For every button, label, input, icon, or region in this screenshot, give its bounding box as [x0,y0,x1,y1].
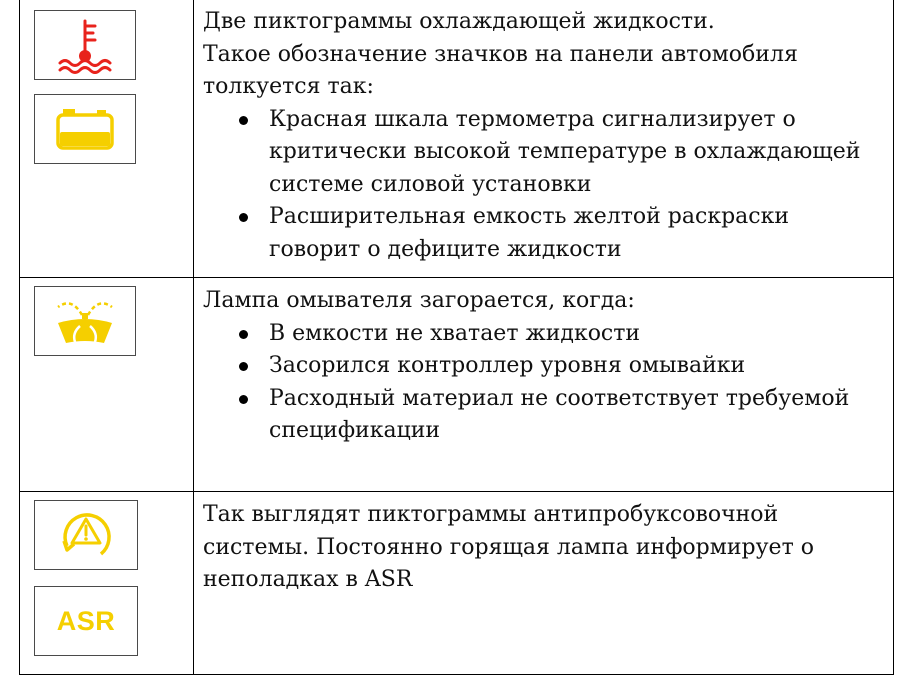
bullet-list [203,104,883,267]
bullet-item: Красная шкала термометра сигнализирует о критически высокой температуре в охлаждающей системе силовой установки [235,104,883,202]
asr-icon: ASR [56,605,116,636]
icon-cell [20,278,194,492]
description-cell [194,492,894,675]
coolant-reservoir-icon [53,106,117,152]
table-row [20,492,894,675]
coolant-temperature-icon [55,16,115,74]
table-row [20,0,894,278]
bullet-item: Расходный материал не соответствует требуемой спецификации [235,383,883,448]
washer-fluid-icon [52,293,118,349]
table-row [20,278,894,492]
bullet-item: В емкости не хватает жидкости [235,318,883,351]
description-cell [194,278,894,492]
bullet-item: Расширительная емкость желтой раскраски говорит о дефиците жидкости [235,201,883,266]
bullet-item: Засорился контроллер уровня омывайки [235,350,883,383]
washer-fluid-icon-frame [34,286,136,356]
warning-lights-table [19,0,894,675]
traction-control-warning-icon [55,506,117,564]
description-cell [194,0,894,278]
icon-cell [20,0,194,278]
icon-cell [20,492,194,675]
description-line: Лампа омывателя загорается, когда: [203,288,635,313]
bullet-list [203,318,883,448]
description-line: Две пиктограммы охлаждающей жидкости. [203,9,715,34]
traction-control-warning-icon-frame [34,500,138,570]
asr-icon-frame [34,586,138,656]
description-line: Такое обозначение значков на панели автомобиля толкуется так: [203,41,798,99]
coolant-reservoir-icon-frame [34,94,136,164]
description-line: Так выглядят пиктограммы антипробуксовочной системы. Постоянно горящая лампа информирует о неполадках в ASR [203,502,814,592]
coolant-temperature-icon-frame [34,10,136,80]
